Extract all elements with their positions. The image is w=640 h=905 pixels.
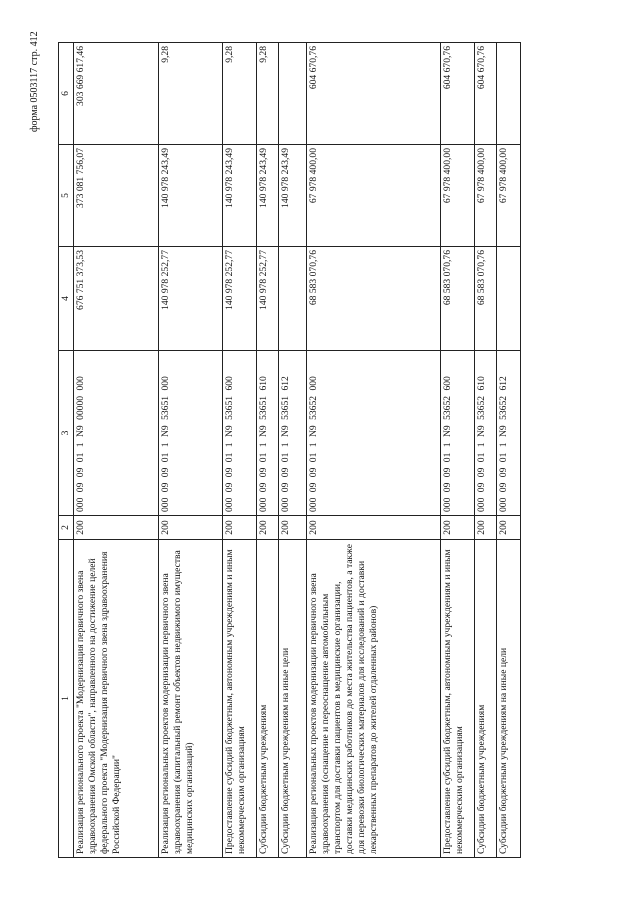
row-name: Реализация региональных проектов модернизации первичного звена здравоохранения (капитальный ремонт объектов недвижимого имущества медицинских организаций): [159, 540, 223, 858]
row-kbk: 000 09 09 01 1 N9 53651 600: [223, 351, 257, 516]
table-row: [223, 43, 257, 858]
row-col5: 140 978 243,49: [257, 145, 279, 247]
row-name: Предоставление субсидий бюджетным, автономным учреждениям и иным некоммерческим организациям: [441, 540, 475, 858]
row-col4: [497, 247, 521, 351]
row-col6: 9,28: [223, 43, 257, 145]
row-code: 200: [307, 516, 441, 540]
row-code: 200: [257, 516, 279, 540]
row-code: 200: [74, 516, 159, 540]
row-col4: 68 583 070,76: [475, 247, 497, 351]
row-col4: 140 978 252,77: [257, 247, 279, 351]
row-col6: [497, 43, 521, 145]
row-kbk: 000 09 09 01 1 N9 53651 612: [279, 351, 307, 516]
table-row: [475, 43, 497, 858]
row-kbk: 000 09 09 01 1 N9 53652 000: [307, 351, 441, 516]
row-kbk: 000 09 09 01 1 N9 53652 610: [475, 351, 497, 516]
row-name: Субсидии бюджетным учреждениям: [257, 540, 279, 858]
row-col4: 68 583 070,76: [441, 247, 475, 351]
row-name: Реализация региональных проектов модернизации первичного звена здравоохранения (оснащение и переоснащение автомобильным транспортом для доставки пациентов в медицинские организации, доставки медицинских работников до места жительства пациентов, а также для перевозки биологических материалов для исследований и доставки лекарственных препаратов до жителей отдаленных районов): [307, 540, 441, 858]
row-col5: 373 081 756,07: [74, 145, 159, 247]
row-kbk: 000 09 09 01 1 N9 53652 612: [497, 351, 521, 516]
row-col6: 604 670,76: [307, 43, 441, 145]
table-row: [257, 43, 279, 858]
row-col5: 67 978 400,00: [497, 145, 521, 247]
header-cell-1: 1: [59, 540, 74, 858]
row-col6: 303 669 617,46: [74, 43, 159, 145]
row-code: 200: [475, 516, 497, 540]
row-col6: [279, 43, 307, 145]
header-cell-2: 2: [59, 516, 74, 540]
row-code: 200: [279, 516, 307, 540]
row-col6: 604 670,76: [475, 43, 497, 145]
row-col5: 67 978 400,00: [441, 145, 475, 247]
form-label: форма 0503117 стр. 412: [29, 31, 40, 132]
row-col5: 67 978 400,00: [307, 145, 441, 247]
header-cell-3: 3: [59, 351, 74, 516]
row-kbk: 000 09 09 01 1 N9 53651 000: [159, 351, 223, 516]
row-col4: 140 978 252,77: [223, 247, 257, 351]
row-col5: 140 978 243,49: [223, 145, 257, 247]
budget-table: [58, 42, 521, 858]
row-code: 200: [441, 516, 475, 540]
row-name: Реализация регионального проекта "Модернизация первичного звена здравоохранения Омской области", направленного на достижение целей федерального проекта "Модернизация первичного звена здравоохранения Российской Федерации": [74, 540, 159, 858]
row-kbk: 000 09 09 01 1 N9 53651 610: [257, 351, 279, 516]
table-row: [307, 43, 441, 858]
table-row: [159, 43, 223, 858]
header-row: [59, 43, 74, 858]
table-row: [74, 43, 159, 858]
row-kbk: 000 09 09 01 1 N9 53652 600: [441, 351, 475, 516]
row-col4: 68 583 070,76: [307, 247, 441, 351]
header-cell-6: 6: [59, 43, 74, 145]
row-name: Субсидии бюджетным учреждениям: [475, 540, 497, 858]
row-col4: 676 751 373,53: [74, 247, 159, 351]
row-name: Предоставление субсидий бюджетным, автономным учреждениям и иным некоммерческим организациям: [223, 540, 257, 858]
row-col4: [279, 247, 307, 351]
row-col4: 140 978 252,77: [159, 247, 223, 351]
row-code: 200: [223, 516, 257, 540]
table-row: [279, 43, 307, 858]
row-col5: 67 978 400,00: [475, 145, 497, 247]
rotated-page: [58, 43, 518, 858]
row-kbk: 000 09 09 01 1 N9 00000 000: [74, 351, 159, 516]
row-name: Субсидии бюджетным учреждениям на иные цели: [279, 540, 307, 858]
row-col6: 9,28: [159, 43, 223, 145]
row-col6: 9,28: [257, 43, 279, 145]
table-row: [497, 43, 521, 858]
row-code: 200: [497, 516, 521, 540]
row-col6: 604 670,76: [441, 43, 475, 145]
row-col5: 140 978 243,49: [159, 145, 223, 247]
row-code: 200: [159, 516, 223, 540]
table-row: [441, 43, 475, 858]
header-cell-5: 5: [59, 145, 74, 247]
header-cell-4: 4: [59, 247, 74, 351]
row-name: Субсидии бюджетным учреждениям на иные цели: [497, 540, 521, 858]
row-col5: 140 978 243,49: [279, 145, 307, 247]
